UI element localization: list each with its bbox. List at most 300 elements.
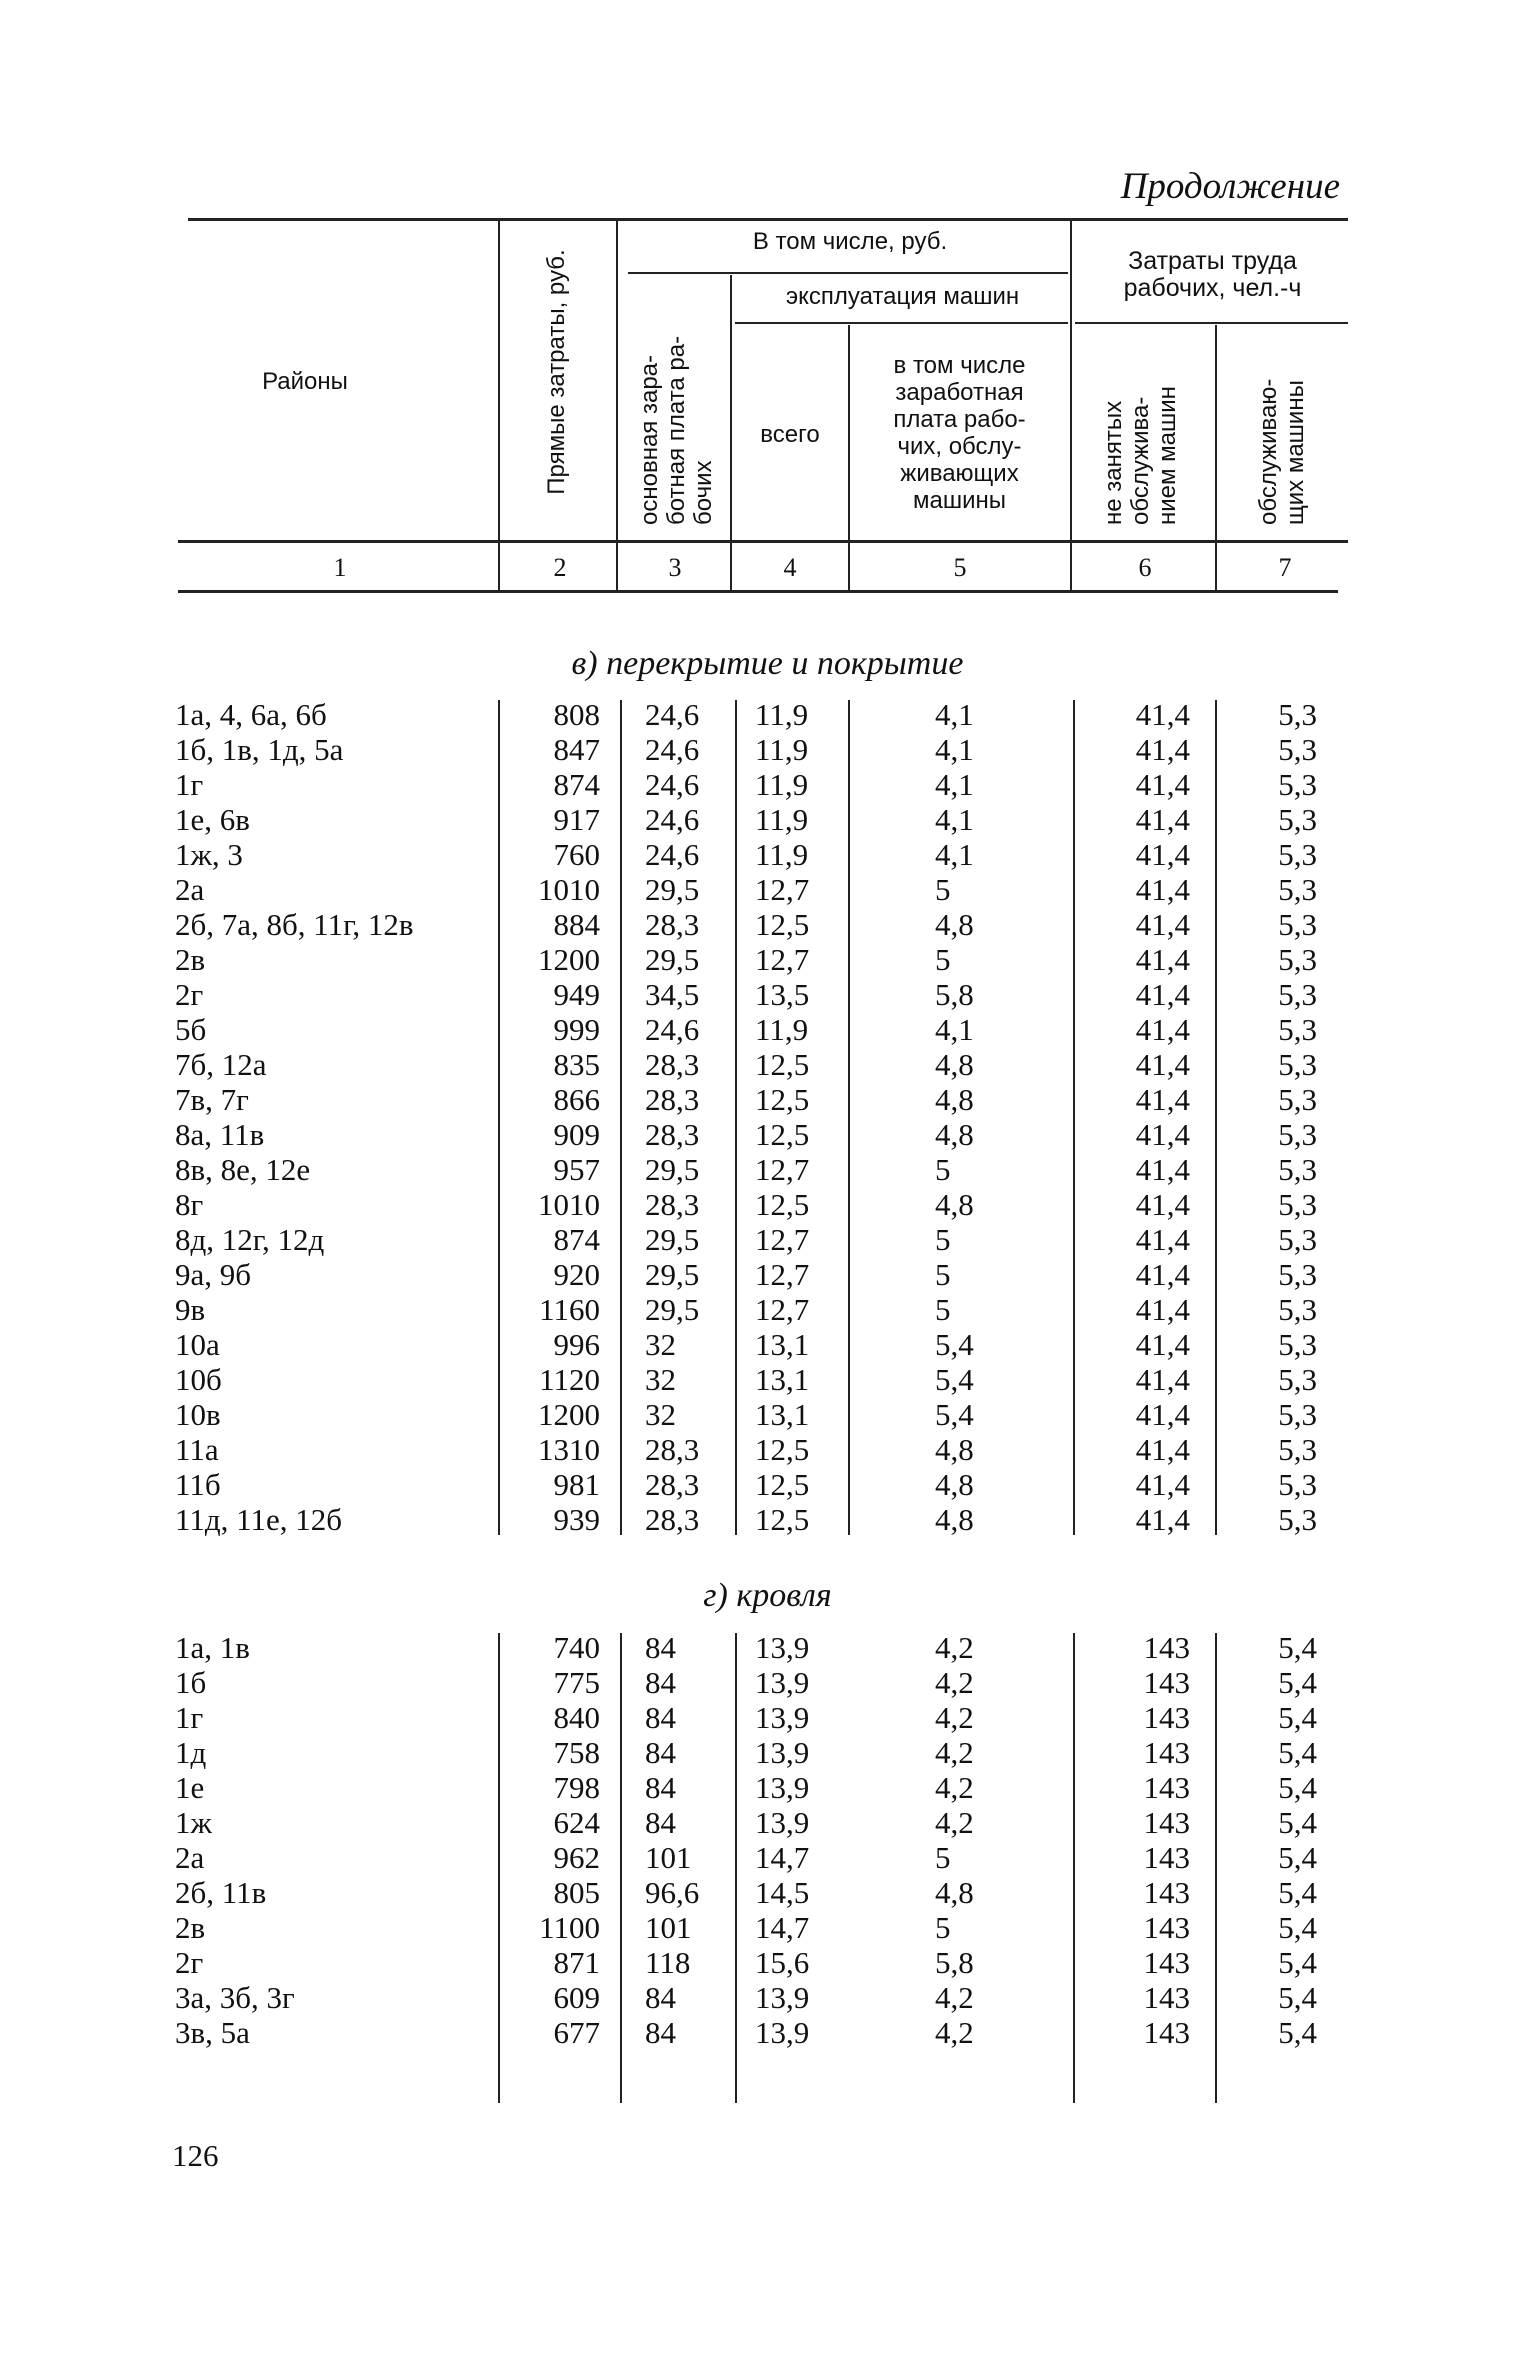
header-regions: Районы <box>262 368 348 395</box>
value-cell: 1200 <box>538 1397 600 1432</box>
value-cell: 758 <box>553 1735 600 1770</box>
table-row <box>0 1327 1535 1362</box>
value-cell: 962 <box>553 1840 600 1875</box>
value-cell: 29,5 <box>645 942 700 977</box>
page-number: 126 <box>172 2138 219 2173</box>
table-row <box>0 1630 1535 1665</box>
header-labor-costs-line-1: Затраты труда <box>1128 247 1297 275</box>
value-cell: 1100 <box>539 1910 600 1945</box>
value-cell: 13,9 <box>755 1980 810 2015</box>
table-row <box>0 1840 1535 1875</box>
value-cell: 949 <box>553 977 600 1012</box>
value-cell: 24,6 <box>645 837 700 872</box>
header-vline-6 <box>1215 325 1217 590</box>
value-cell: 34,5 <box>645 977 700 1012</box>
including-underline <box>628 272 1068 274</box>
value-cell: 143 <box>1143 1700 1190 1735</box>
header-vline-3 <box>730 275 732 590</box>
value-cell: 4,8 <box>935 907 974 942</box>
table-row <box>0 1945 1535 1980</box>
header-vline-5 <box>1070 220 1072 590</box>
value-cell: 999 <box>553 1012 600 1047</box>
region-cell: 8а, 11в <box>175 1117 265 1152</box>
value-cell: 4,2 <box>935 1630 974 1665</box>
region-cell: 11б <box>175 1467 221 1502</box>
value-cell: 5,3 <box>1278 1362 1317 1397</box>
value-cell: 13,5 <box>755 977 810 1012</box>
value-cell: 5,3 <box>1278 1222 1317 1257</box>
value-cell: 981 <box>553 1467 600 1502</box>
header-bottom-rule <box>178 540 1348 543</box>
table-row <box>0 1187 1535 1222</box>
value-cell: 13,1 <box>755 1362 810 1397</box>
value-cell: 909 <box>553 1117 600 1152</box>
header-machine-wage-line-4: чих, обслу- <box>897 433 1022 460</box>
value-cell: 5,3 <box>1278 872 1317 907</box>
value-cell: 41,4 <box>1135 1292 1190 1327</box>
value-cell: 866 <box>553 1082 600 1117</box>
value-cell: 5 <box>935 1257 951 1292</box>
table-row <box>0 1875 1535 1910</box>
region-cell: 1б, 1в, 1д, 5а <box>175 732 344 767</box>
table-row <box>0 837 1535 872</box>
value-cell: 5 <box>935 1152 951 1187</box>
value-cell: 5,3 <box>1278 1467 1317 1502</box>
value-cell: 41,4 <box>1135 1327 1190 1362</box>
region-cell: 1ж, 3 <box>175 837 243 872</box>
value-cell: 874 <box>553 1222 600 1257</box>
value-cell: 1010 <box>538 872 600 907</box>
value-cell: 84 <box>645 1630 676 1665</box>
value-cell: 11,9 <box>755 767 809 802</box>
value-cell: 41,4 <box>1135 1047 1190 1082</box>
col-number-1: 1 <box>333 553 347 582</box>
col-number-2: 2 <box>553 553 567 582</box>
value-cell: 5,3 <box>1278 977 1317 1012</box>
value-cell: 5,3 <box>1278 1502 1317 1537</box>
value-cell: 805 <box>553 1875 600 1910</box>
value-cell: 14,7 <box>755 1840 810 1875</box>
value-cell: 4,8 <box>935 1467 974 1502</box>
value-cell: 12,7 <box>755 1222 810 1257</box>
region-cell: 10а <box>175 1327 220 1362</box>
value-cell: 118 <box>645 1945 691 1980</box>
value-cell: 101 <box>645 1910 692 1945</box>
value-cell: 24,6 <box>645 697 700 732</box>
region-cell: 5б <box>175 1012 207 1047</box>
region-cell: 8г <box>175 1187 204 1222</box>
value-cell: 41,4 <box>1135 1187 1190 1222</box>
value-cell: 1120 <box>539 1362 600 1397</box>
value-cell: 847 <box>553 732 600 767</box>
table-row <box>0 1805 1535 1840</box>
value-cell: 5,8 <box>935 1945 974 1980</box>
value-cell: 24,6 <box>645 802 700 837</box>
value-cell: 12,5 <box>755 1187 810 1222</box>
value-cell: 96,6 <box>645 1875 700 1910</box>
region-cell: 1е, 6в <box>175 802 250 837</box>
value-cell: 5,3 <box>1278 1397 1317 1432</box>
col-number-3: 3 <box>668 553 682 582</box>
value-cell: 29,5 <box>645 1292 700 1327</box>
table-row <box>0 1117 1535 1152</box>
value-cell: 5,3 <box>1278 1327 1317 1362</box>
table-row <box>0 802 1535 837</box>
header-machine-wage-line-2: заработная <box>895 379 1024 406</box>
region-cell: 3в, 5а <box>175 2015 250 2050</box>
table-row <box>0 1910 1535 1945</box>
col-number-7: 7 <box>1278 553 1292 582</box>
region-cell: 9в <box>175 1292 206 1327</box>
value-cell: 41,4 <box>1135 732 1190 767</box>
value-cell: 4,8 <box>935 1432 974 1467</box>
value-cell: 5,4 <box>935 1362 974 1397</box>
value-cell: 84 <box>645 1805 676 1840</box>
value-cell: 775 <box>553 1665 600 1700</box>
value-cell: 32 <box>645 1397 676 1432</box>
value-cell: 5,4 <box>1278 2015 1317 2050</box>
value-cell: 41,4 <box>1135 1152 1190 1187</box>
table-row <box>0 1292 1535 1327</box>
region-cell: 1ж <box>175 1805 212 1840</box>
col-number-5: 5 <box>953 553 967 582</box>
header-machine-wage-line-6: машины <box>912 487 1006 514</box>
value-cell: 84 <box>645 1770 676 1805</box>
header-including: В том числе, руб. <box>752 228 948 255</box>
region-cell: 9а, 9б <box>175 1257 252 1292</box>
value-cell: 143 <box>1143 2015 1190 2050</box>
value-cell: 4,2 <box>935 1665 974 1700</box>
value-cell: 84 <box>645 1735 676 1770</box>
region-cell: 2а <box>175 872 205 907</box>
value-cell: 5,4 <box>1278 1630 1317 1665</box>
header-machine-operation: эксплуатация машин <box>785 283 1020 310</box>
value-cell: 4,1 <box>935 837 974 872</box>
value-cell: 5,3 <box>1278 1117 1317 1152</box>
value-cell: 143 <box>1143 1665 1190 1700</box>
value-cell: 143 <box>1143 1770 1190 1805</box>
value-cell: 4,2 <box>935 1805 974 1840</box>
value-cell: 12,7 <box>755 1152 810 1187</box>
value-cell: 1310 <box>538 1432 600 1467</box>
value-cell: 677 <box>553 2015 600 2050</box>
value-cell: 5,4 <box>1278 1980 1317 2015</box>
value-cell: 840 <box>553 1700 600 1735</box>
value-cell: 41,4 <box>1135 697 1190 732</box>
value-cell: 5,8 <box>935 977 974 1012</box>
col-number-6: 6 <box>1138 553 1152 582</box>
header-not-servicing-line-1: не занятых <box>1100 400 1127 525</box>
value-cell: 5,3 <box>1278 837 1317 872</box>
value-cell: 4,1 <box>935 732 974 767</box>
region-cell: 11д, 11е, 12б <box>175 1502 343 1537</box>
value-cell: 13,9 <box>755 1665 810 1700</box>
region-cell: 10в <box>175 1397 221 1432</box>
value-cell: 143 <box>1143 1910 1190 1945</box>
value-cell: 5 <box>935 1910 951 1945</box>
section-title-roofing: г) кровля <box>703 1577 832 1614</box>
value-cell: 41,4 <box>1135 767 1190 802</box>
region-cell: 8д, 12г, 12д <box>175 1222 325 1257</box>
value-cell: 5,3 <box>1278 907 1317 942</box>
value-cell: 12,7 <box>755 1292 810 1327</box>
value-cell: 29,5 <box>645 1257 700 1292</box>
table-row <box>0 1397 1535 1432</box>
value-cell: 5 <box>935 1840 951 1875</box>
table-row <box>0 1980 1535 2015</box>
region-cell: 2а <box>175 1840 205 1875</box>
continuation-label: Продолжение <box>1120 166 1340 207</box>
value-cell: 5,4 <box>1278 1945 1317 1980</box>
value-cell: 624 <box>553 1805 600 1840</box>
value-cell: 12,5 <box>755 1117 810 1152</box>
value-cell: 4,1 <box>935 697 974 732</box>
value-cell: 41,4 <box>1135 1467 1190 1502</box>
value-cell: 13,9 <box>755 1700 810 1735</box>
table-row <box>0 1082 1535 1117</box>
region-cell: 2г <box>175 977 204 1012</box>
value-cell: 15,6 <box>755 1945 810 1980</box>
section-title-floors: в) перекрытие и покрытие <box>571 645 964 682</box>
value-cell: 41,4 <box>1135 1397 1190 1432</box>
value-cell: 143 <box>1143 1630 1190 1665</box>
value-cell: 4,2 <box>935 1700 974 1735</box>
table-row <box>0 872 1535 907</box>
header-total: всего <box>760 421 820 448</box>
table-row <box>0 1047 1535 1082</box>
value-cell: 4,1 <box>935 1012 974 1047</box>
value-cell: 41,4 <box>1135 942 1190 977</box>
value-cell: 957 <box>553 1152 600 1187</box>
value-cell: 996 <box>553 1327 600 1362</box>
table-row <box>0 1222 1535 1257</box>
region-cell: 2в <box>175 942 206 977</box>
value-cell: 4,8 <box>935 1502 974 1537</box>
value-cell: 28,3 <box>645 1117 700 1152</box>
header-top-rule <box>188 218 1348 221</box>
region-cell: 2г <box>175 1945 204 1980</box>
value-cell: 41,4 <box>1135 1362 1190 1397</box>
value-cell: 760 <box>553 837 600 872</box>
value-cell: 12,5 <box>755 907 810 942</box>
value-cell: 28,3 <box>645 1047 700 1082</box>
value-cell: 5,4 <box>1278 1840 1317 1875</box>
table-row <box>0 1467 1535 1502</box>
value-cell: 41,4 <box>1135 1222 1190 1257</box>
header-base-wage-line-3: бочих <box>690 460 717 525</box>
value-cell: 28,3 <box>645 1502 700 1537</box>
col-number-4: 4 <box>783 553 797 582</box>
value-cell: 143 <box>1143 1980 1190 2015</box>
value-cell: 4,8 <box>935 1047 974 1082</box>
value-cell: 28,3 <box>645 1432 700 1467</box>
region-cell: 2б, 11в <box>175 1875 267 1910</box>
region-cell: 2б, 7а, 8б, 11г, 12в <box>175 907 414 942</box>
value-cell: 4,2 <box>935 1980 974 2015</box>
value-cell: 11,9 <box>755 837 809 872</box>
value-cell: 5 <box>935 942 951 977</box>
machine-operation-underline <box>735 322 1068 324</box>
value-cell: 5,3 <box>1278 802 1317 837</box>
column-numbers-bottom-rule <box>178 590 1338 593</box>
value-cell: 5,3 <box>1278 1082 1317 1117</box>
value-cell: 5,4 <box>1278 1700 1317 1735</box>
table-row <box>0 1152 1535 1187</box>
value-cell: 32 <box>645 1327 676 1362</box>
value-cell: 808 <box>553 697 600 732</box>
region-cell: 1а, 1в <box>175 1630 250 1665</box>
value-cell: 12,7 <box>755 1257 810 1292</box>
header-labor-costs <box>1080 248 1345 302</box>
value-cell: 24,6 <box>645 1012 700 1047</box>
value-cell: 28,3 <box>645 1467 700 1502</box>
value-cell: 41,4 <box>1135 977 1190 1012</box>
value-cell: 84 <box>645 2015 676 2050</box>
value-cell: 12,5 <box>755 1432 810 1467</box>
value-cell: 1200 <box>538 942 600 977</box>
table-row <box>0 977 1535 1012</box>
value-cell: 28,3 <box>645 1187 700 1222</box>
value-cell: 12,7 <box>755 872 810 907</box>
value-cell: 5,4 <box>935 1397 974 1432</box>
value-cell: 24,6 <box>645 732 700 767</box>
value-cell: 41,4 <box>1135 1012 1190 1047</box>
value-cell: 41,4 <box>1135 837 1190 872</box>
value-cell: 5,3 <box>1278 942 1317 977</box>
table-row <box>0 767 1535 802</box>
header-vline-2 <box>616 220 618 590</box>
region-cell: 7в, 7г <box>175 1082 249 1117</box>
header-direct-costs: Прямые затраты, руб. <box>543 249 570 495</box>
table-row <box>0 942 1535 977</box>
value-cell: 4,1 <box>935 802 974 837</box>
value-cell: 14,5 <box>755 1875 810 1910</box>
region-cell: 1г <box>175 1700 204 1735</box>
header-base-wage-line-1: основная зара- <box>636 354 663 525</box>
value-cell: 4,8 <box>935 1117 974 1152</box>
table-row <box>0 1502 1535 1537</box>
header-vline-4 <box>848 325 850 590</box>
value-cell: 4,1 <box>935 767 974 802</box>
value-cell: 1010 <box>538 1187 600 1222</box>
value-cell: 835 <box>553 1047 600 1082</box>
table-row <box>0 1432 1535 1467</box>
value-cell: 11,9 <box>755 697 809 732</box>
region-cell: 11а <box>175 1432 219 1467</box>
table-row <box>0 732 1535 767</box>
value-cell: 12,5 <box>755 1502 810 1537</box>
value-cell: 5,3 <box>1278 697 1317 732</box>
table-row <box>0 1735 1535 1770</box>
region-cell: 1г <box>175 767 204 802</box>
value-cell: 4,2 <box>935 1735 974 1770</box>
header-vline-1 <box>498 220 500 590</box>
value-cell: 12,5 <box>755 1047 810 1082</box>
value-cell: 101 <box>645 1840 692 1875</box>
value-cell: 13,9 <box>755 1630 810 1665</box>
header-machine-wage-line-5: живающих <box>900 460 1019 487</box>
value-cell: 5,3 <box>1278 1047 1317 1082</box>
value-cell: 5,3 <box>1278 1292 1317 1327</box>
value-cell: 5,4 <box>1278 1665 1317 1700</box>
value-cell: 143 <box>1143 1840 1190 1875</box>
value-cell: 84 <box>645 1700 676 1735</box>
value-cell: 41,4 <box>1135 1432 1190 1467</box>
value-cell: 609 <box>553 1980 600 2015</box>
value-cell: 939 <box>553 1502 600 1537</box>
value-cell: 143 <box>1143 1735 1190 1770</box>
value-cell: 5,4 <box>935 1327 974 1362</box>
value-cell: 41,4 <box>1135 872 1190 907</box>
value-cell: 41,4 <box>1135 802 1190 837</box>
value-cell: 4,8 <box>935 1082 974 1117</box>
value-cell: 5,3 <box>1278 732 1317 767</box>
value-cell: 5,4 <box>1278 1875 1317 1910</box>
region-cell: 1д <box>175 1735 207 1770</box>
value-cell: 41,4 <box>1135 907 1190 942</box>
value-cell: 5 <box>935 1292 951 1327</box>
region-cell: 1б <box>175 1665 207 1700</box>
value-cell: 143 <box>1143 1805 1190 1840</box>
value-cell: 871 <box>553 1945 600 1980</box>
header-servicing <box>1255 335 1309 525</box>
header-not-servicing <box>1100 335 1181 525</box>
value-cell: 11,9 <box>755 732 809 767</box>
region-cell: 3а, 3б, 3г <box>175 1980 295 2015</box>
header-machine-wage-line-1: в том числе <box>893 352 1026 379</box>
value-cell: 29,5 <box>645 1222 700 1257</box>
value-cell: 5 <box>935 1222 951 1257</box>
header-base-wage-line-2: ботная плата ра- <box>663 335 690 525</box>
header-servicing-line-2: щих машины <box>1282 380 1309 525</box>
value-cell: 13,1 <box>755 1327 810 1362</box>
table-row <box>0 1700 1535 1735</box>
value-cell: 5,3 <box>1278 1012 1317 1047</box>
header-servicing-line-1: обслуживаю- <box>1255 378 1282 525</box>
value-cell: 4,2 <box>935 1770 974 1805</box>
value-cell: 11,9 <box>755 1012 809 1047</box>
value-cell: 5,3 <box>1278 1152 1317 1187</box>
value-cell: 798 <box>553 1770 600 1805</box>
table-row <box>0 1665 1535 1700</box>
table-row <box>0 1012 1535 1047</box>
region-cell: 8в, 8е, 12е <box>175 1152 311 1187</box>
value-cell: 41,4 <box>1135 1257 1190 1292</box>
value-cell: 5,4 <box>1278 1910 1317 1945</box>
value-cell: 28,3 <box>645 907 700 942</box>
value-cell: 740 <box>553 1630 600 1665</box>
header-machine-wage <box>852 352 1067 514</box>
value-cell: 11,9 <box>755 802 809 837</box>
value-cell: 84 <box>645 1980 676 2015</box>
value-cell: 13,9 <box>755 2015 810 2050</box>
value-cell: 4,2 <box>935 2015 974 2050</box>
value-cell: 32 <box>645 1362 676 1397</box>
value-cell: 41,4 <box>1135 1117 1190 1152</box>
value-cell: 13,9 <box>755 1805 810 1840</box>
header-labor-costs-line-2: рабочих, чел.-ч <box>1123 274 1302 302</box>
table-row <box>0 1257 1535 1292</box>
value-cell: 12,5 <box>755 1082 810 1117</box>
value-cell: 24,6 <box>645 767 700 802</box>
table-row <box>0 1362 1535 1397</box>
header-not-servicing-line-3: нием машин <box>1154 386 1181 525</box>
value-cell: 5,4 <box>1278 1770 1317 1805</box>
value-cell: 5,3 <box>1278 1257 1317 1292</box>
value-cell: 41,4 <box>1135 1082 1190 1117</box>
table-row <box>0 2015 1535 2050</box>
value-cell: 1160 <box>539 1292 600 1327</box>
